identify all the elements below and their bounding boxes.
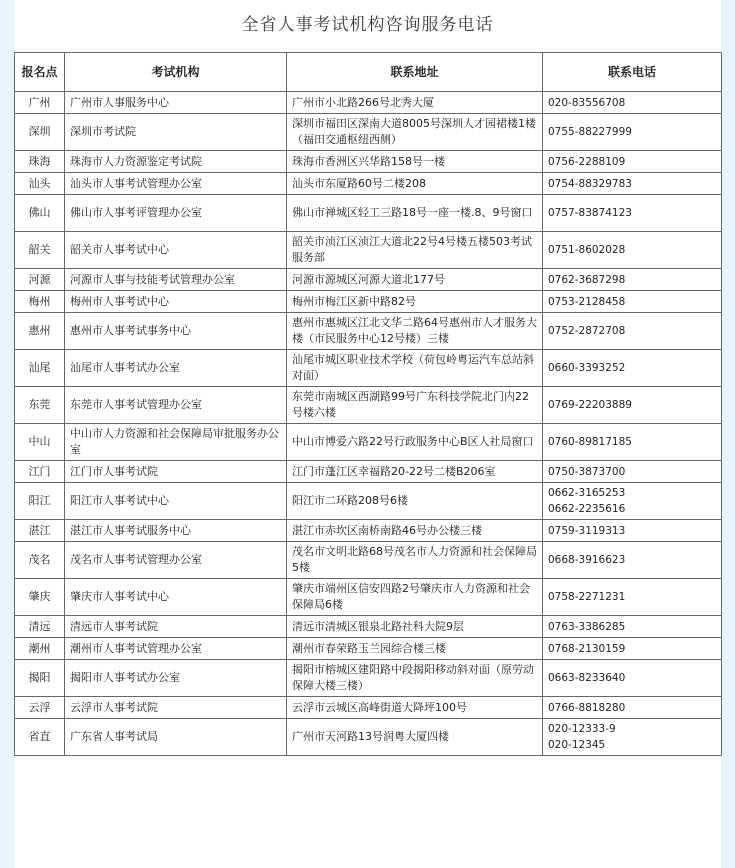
cell-city: 河源 — [15, 269, 65, 291]
header-city: 报名点 — [15, 53, 65, 92]
table-row — [15, 542, 722, 579]
table-row — [15, 424, 722, 461]
table-row — [15, 151, 722, 173]
cell-org: 深圳市考试院 — [65, 114, 287, 151]
cell-org: 潮州市人事考试管理办公室 — [65, 638, 287, 660]
cell-city: 韶关 — [15, 232, 65, 269]
cell-city: 云浮 — [15, 697, 65, 719]
cell-city: 清远 — [15, 616, 65, 638]
cell-org: 佛山市人事考评管理办公室 — [65, 195, 287, 232]
cell-org: 茂名市人事考试管理办公室 — [65, 542, 287, 579]
cell-org: 清远市人事考试院 — [65, 616, 287, 638]
cell-phone: 0766-8818280 — [543, 697, 722, 719]
cell-city: 湛江 — [15, 520, 65, 542]
header-address: 联系地址 — [287, 53, 543, 92]
table-row — [15, 638, 722, 660]
cell-address: 江门市蓬江区幸福路20-22号二楼B206室 — [287, 461, 543, 483]
header-org: 考试机构 — [65, 53, 287, 92]
cell-address: 汕尾市城区职业技术学校（荷包岭粤运汽车总站斜对面） — [287, 350, 543, 387]
cell-address: 惠州市惠城区江北文华二路64号惠州市人才服务大楼（市民服务中心12号楼）三楼 — [287, 313, 543, 350]
cell-org: 中山市人力资源和社会保障局审批服务办公室 — [65, 424, 287, 461]
table-row — [15, 313, 722, 350]
cell-address: 深圳市福田区深南大道8005号深圳人才园裙楼1楼（福田交通枢纽西侧） — [287, 114, 543, 151]
cell-phone: 0762-3687298 — [543, 269, 722, 291]
cell-phone: 0662-3165253 0662-2235616 — [543, 483, 722, 520]
cell-org: 揭阳市人事考试办公室 — [65, 660, 287, 697]
cell-phone: 0759-3119313 — [543, 520, 722, 542]
table-row — [15, 350, 722, 387]
cell-city: 江门 — [15, 461, 65, 483]
header-phone: 联系电话 — [543, 53, 722, 92]
cell-phone: 020-83556708 — [543, 92, 722, 114]
cell-org: 汕尾市人事考试办公室 — [65, 350, 287, 387]
cell-org: 东莞市人事考试管理办公室 — [65, 387, 287, 424]
cell-address: 云浮市云城区高峰街道大降坪100号 — [287, 697, 543, 719]
cell-address: 潮州市春荣路玉兰园综合楼三楼 — [287, 638, 543, 660]
table-row — [15, 195, 722, 232]
cell-address: 珠海市香洲区兴华路158号一楼 — [287, 151, 543, 173]
cell-address: 肇庆市端州区信安四路2号肇庆市人力资源和社会保障局6楼 — [287, 579, 543, 616]
cell-city: 深圳 — [15, 114, 65, 151]
table-row — [15, 719, 722, 756]
cell-city: 梅州 — [15, 291, 65, 313]
cell-phone: 0750-3873700 — [543, 461, 722, 483]
cell-phone: 0768-2130159 — [543, 638, 722, 660]
cell-city: 揭阳 — [15, 660, 65, 697]
cell-phone: 0758-2271231 — [543, 579, 722, 616]
cell-org: 汕头市人事考试管理办公室 — [65, 173, 287, 195]
page-title: 全省人事考试机构咨询服务电话 — [241, 15, 494, 35]
cell-org: 阳江市人事考试中心 — [65, 483, 287, 520]
cell-phone: 0763-3386285 — [543, 616, 722, 638]
cell-address: 揭阳市榕城区建阳路中段揭阳移动斜对面（原劳动保障大楼三楼） — [287, 660, 543, 697]
table-row — [15, 269, 722, 291]
cell-phone: 0754-88329783 — [543, 173, 722, 195]
cell-phone: 020-12333-9 020-12345 — [543, 719, 722, 756]
contact-table — [14, 52, 722, 756]
cell-city: 惠州 — [15, 313, 65, 350]
cell-phone: 0755-88227999 — [543, 114, 722, 151]
cell-phone: 0756-2288109 — [543, 151, 722, 173]
table-row — [15, 232, 722, 269]
cell-address: 清远市清城区银泉北路社科大院9层 — [287, 616, 543, 638]
table-row — [15, 616, 722, 638]
cell-address: 河源市源城区河源大道北177号 — [287, 269, 543, 291]
cell-address: 广州市天河路13号润粤大厦四楼 — [287, 719, 543, 756]
cell-city: 广州 — [15, 92, 65, 114]
cell-address: 广州市小北路266号北秀大厦 — [287, 92, 543, 114]
cell-address: 东莞市南城区西湖路99号广东科技学院北门内22号楼六楼 — [287, 387, 543, 424]
cell-org: 广州市人事服务中心 — [65, 92, 287, 114]
cell-org: 韶关市人事考试中心 — [65, 232, 287, 269]
cell-phone: 0663-8233640 — [543, 660, 722, 697]
cell-phone: 0668-3916623 — [543, 542, 722, 579]
cell-city: 茂名 — [15, 542, 65, 579]
table-row — [15, 461, 722, 483]
cell-city: 珠海 — [15, 151, 65, 173]
table-row — [15, 660, 722, 697]
table-body — [15, 92, 722, 756]
cell-org: 肇庆市人事考试中心 — [65, 579, 287, 616]
table-row — [15, 520, 722, 542]
cell-city: 汕头 — [15, 173, 65, 195]
cell-address: 梅州市梅江区新中路82号 — [287, 291, 543, 313]
table-row — [15, 92, 722, 114]
cell-org: 河源市人事与技能考试管理办公室 — [65, 269, 287, 291]
table-row — [15, 387, 722, 424]
cell-city: 阳江 — [15, 483, 65, 520]
table-row — [15, 697, 722, 719]
cell-address: 汕头市东厦路60号二楼208 — [287, 173, 543, 195]
cell-city: 中山 — [15, 424, 65, 461]
table-row — [15, 483, 722, 520]
cell-org: 广东省人事考试局 — [65, 719, 287, 756]
cell-phone: 0769-22203889 — [543, 387, 722, 424]
cell-phone: 0753-2128458 — [543, 291, 722, 313]
cell-org: 湛江市人事考试服务中心 — [65, 520, 287, 542]
cell-phone: 0751-8602028 — [543, 232, 722, 269]
cell-phone: 0760-89817185 — [543, 424, 722, 461]
cell-address: 阳江市二环路208号6楼 — [287, 483, 543, 520]
table-header-row — [15, 53, 722, 92]
cell-phone: 0660-3393252 — [543, 350, 722, 387]
cell-address: 佛山市禅城区轻工三路18号一座一楼.8、9号窗口 — [287, 195, 543, 232]
cell-address: 湛江市赤坎区南桥南路46号办公楼三楼 — [287, 520, 543, 542]
cell-city: 佛山 — [15, 195, 65, 232]
cell-city: 东莞 — [15, 387, 65, 424]
cell-city: 汕尾 — [15, 350, 65, 387]
table-row — [15, 114, 722, 151]
cell-org: 惠州市人事考试事务中心 — [65, 313, 287, 350]
cell-address: 茂名市文明北路68号茂名市人力资源和社会保障局5楼 — [287, 542, 543, 579]
cell-city: 肇庆 — [15, 579, 65, 616]
cell-city: 省直 — [15, 719, 65, 756]
cell-address: 中山市博爱六路22号行政服务中心B区人社局窗口 — [287, 424, 543, 461]
table-row — [15, 291, 722, 313]
cell-phone: 0757-83874123 — [543, 195, 722, 232]
cell-org: 珠海市人力资源鉴定考试院 — [65, 151, 287, 173]
cell-address: 韶关市浈江区浈江大道北22号4号楼五楼503考试服务部 — [287, 232, 543, 269]
cell-city: 潮州 — [15, 638, 65, 660]
cell-org: 江门市人事考试院 — [65, 461, 287, 483]
table-row — [15, 173, 722, 195]
table-row — [15, 579, 722, 616]
cell-org: 云浮市人事考试院 — [65, 697, 287, 719]
cell-org: 梅州市人事考试中心 — [65, 291, 287, 313]
cell-phone: 0752-2872708 — [543, 313, 722, 350]
